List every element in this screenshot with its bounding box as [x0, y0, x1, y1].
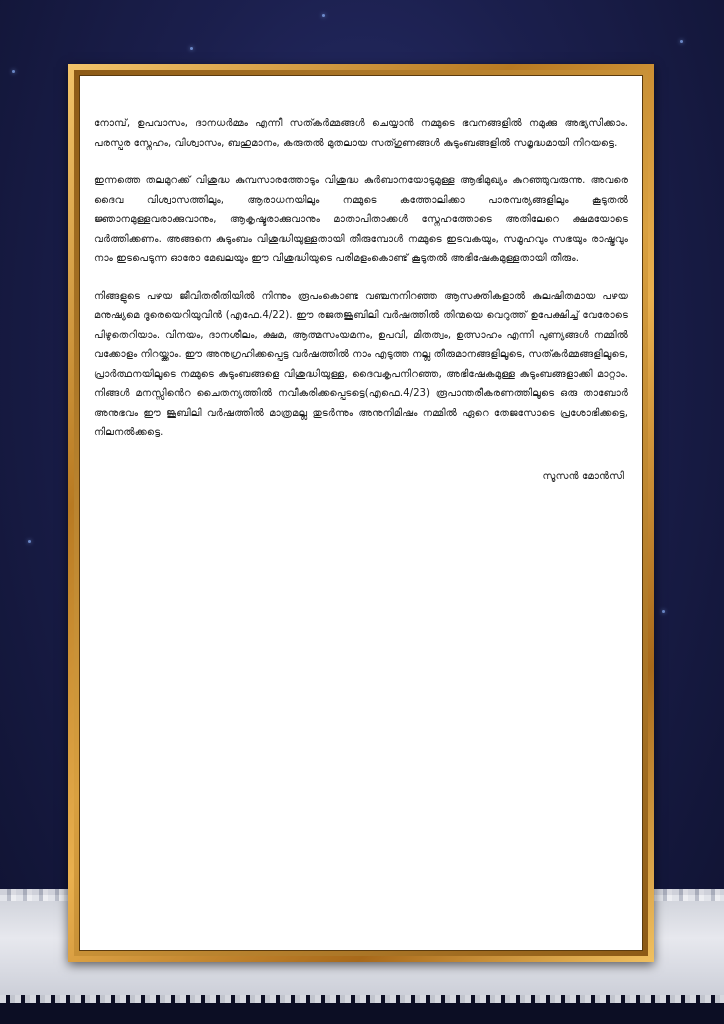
paragraph-3: നിങ്ങളുടെ പഴയ ജീവിതരീതിയിൽ നിന്നും രൂപംകൊണ്ട വഞ്ചനനിറഞ്ഞ ആസക്തികളാൽ കുലഷിതമായ പഴയ മനുഷ്യമെ ദൂരെയെറിയുവിൻ (എഫേ.4/22). ഈ രജതജൂബിലി വർഷത്തിൽ തിന്മയെ വെറുത്ത് ഉപേക്ഷിച്ച് വേരോടെ പിഴുതെറിയാം. വിനയം, ദാനശീലം, ക്ഷമ, ആത്മസംയമനം, ഉപവി, മിതത്വം, ഉത്സാഹം എന്നി പുണ്യങ്ങൾ നമ്മിൽ വക്കോളം നിറയ്ക്കാം. ഈ അനുഗ്രഹിക്കപ്പെട്ട വർഷത്തിൽ നാം എടുത്ത നല്ല തീരുമാനങ്ങളിലൂടെ, സത്കർമ്മങ്ങളിലൂടെ, പ്രാർത്ഥനയിലൂടെ നമ്മുടെ കുടുംബങ്ങളെ വിശുദ്ധിയുള്ള, ദൈവകൃപനിറഞ്ഞ, അഭിഷേകമുള്ള കുടുംബങ്ങളാക്കി മാറ്റാം. നിങ്ങൾ മനസ്സിൻെറ ചൈതന്യത്തിൽ നവീകരിക്കപ്പെടട്ടെ(എഫെ.4/23) രൂപാന്തരീകരണത്തിലൂടെ ഒരു താബോർ അനുഭവം ഈ ജൂബിലി വർഷത്തിൽ മാത്രമല്ല തുടർന്നും അനുനിമിഷം നമ്മിൽ ഏറെ തേജസോടെ പ്രശോഭിക്കട്ടെ, നിലനൽക്കട്ടെ. [94, 290, 628, 438]
paragraph-2: ഇന്നത്തെ തലമുറക്ക് വിശുദ്ധ കുമ്പസാരത്തോടും വിശുദ്ധ കുർബാനയോടുമുള്ള ആഭിമുഖ്യം കുറഞ്ഞുവരുന്നു. അവരെ ദൈവ വിശ്വാസത്തിലും, ആരാധനയിലും നമ്മുടെ കത്തോലിക്കാ പാരമ്പര്യങ്ങളിലും കൂടുതൽ ജ്ഞാനമുള്ളവരാക്കുവാനും, ആകൃഷ്ടരാക്കുവാനും മാതാപിതാക്കൾ സ്നേഹത്തോടെ അതിലേറെ ക്ഷമയോടെ വർത്തിക്കണം. അങ്ങനെ കുടുംബം വിശുദ്ധിയുള്ളതായി തീരുമ്പോൾ നമ്മുടെ ഇടവകയും, സമൂഹവും സഭയും രാഷ്ട്രവും നാം ഇടപെടുന്ന ഓരോ മേഖലയും ഈ വിശുദ്ധിയുടെ പരിമളംകൊണ്ട് കൂടുതൽ അഭിഷേകമുള്ളതായി തീരും. [94, 175, 628, 264]
star-decoration [322, 14, 325, 17]
bottom-torn-edge [0, 1000, 724, 1024]
star-decoration [12, 70, 15, 73]
star-decoration [662, 610, 665, 613]
star-decoration [28, 540, 31, 543]
author-signature: സൂസൻ മോൻസി [542, 470, 624, 482]
paragraph-1: നോമ്പ്, ഉപവാസം, ദാനധർമ്മം എന്നീ സത്കർമ്മങ്ങൾ ചെയ്യാൻ നമ്മുടെ ഭവനങ്ങളിൽ നമുക്കു അഭ്യസിക്കാം. പരസ്പര സ്നേഹം, വിശ്വാസം, ബഹുമാനം, കരുതൽ മുതലായ സത്ഗുണങ്ങൾ കുടുംബങ്ങളിൽ സമൃദ്ധമായി നിറയട്ടെ. [94, 118, 628, 149]
star-decoration [190, 47, 193, 50]
gold-frame [68, 64, 654, 962]
document-page [79, 75, 643, 951]
frame-inner-border [74, 70, 648, 956]
star-decoration [680, 40, 683, 43]
